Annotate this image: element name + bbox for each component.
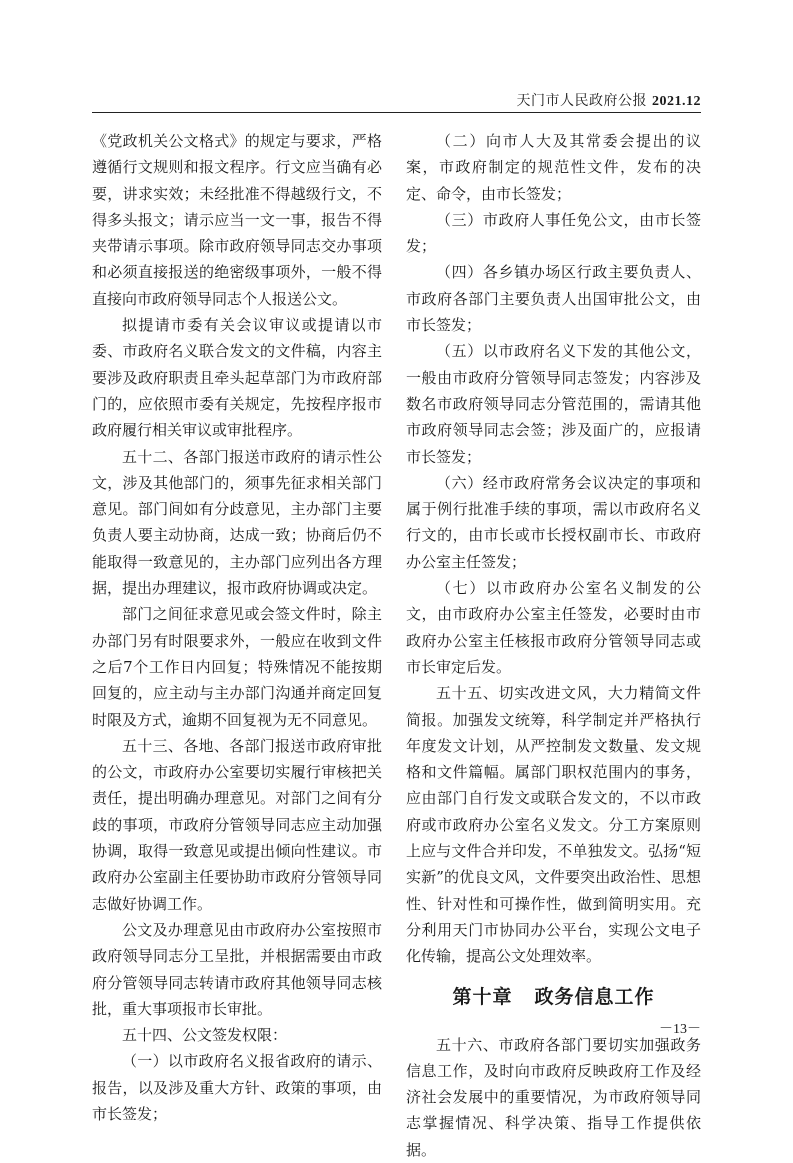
chapter-heading bbox=[406, 982, 701, 1012]
paragraph: 五十六、市政府各部门要切实加强政务信息工作，及时向市政府反映政府工作及经济社会发展中的重要情况，为市政府领导同志掌握情况、科学决策、指导工作提供依据。 bbox=[406, 1035, 701, 1159]
paragraph: （五）以市政府名义下发的其他公文，一般由市政府分管领导同志签发；内容涉及数名市政府领导同志分管范围的，需请其他市政府领导同志会签；涉及面广的，应报请市长签发； bbox=[406, 342, 701, 466]
paragraph: 《党政机关公文格式》的规定与要求，严格遵循行文规则和报文程序。行文应当确有必要，讲求实效；未经批准不得越级行文，不得多头报文；请示应当一文一事，报告不得夹带请示事项。除市政府领导同志交办事项和必须直接报送的绝密级事项外，一般不得直接向市政府领导同志个人报送公文。 bbox=[92, 132, 382, 308]
page-number: －13－ bbox=[659, 1022, 701, 1037]
running-header bbox=[92, 84, 701, 113]
left-column bbox=[92, 128, 382, 1127]
paragraph: 拟提请市委有关会议审议或提请以市委、市政府名义联合发文的文件稿，内容主要涉及政府职责且牵头起草部门为市政府部门的，应依照市委有关规定，先按程序报市政府履行相关审议或审批程序。 bbox=[92, 316, 382, 440]
paragraph: 五十三、各地、各部门报送市政府审批的公文，市政府办公室要切实履行审核把关责任，提出明确办理意见。对部门之间有分歧的事项，市政府分管领导同志应主动加强协调，取得一致意见或提出倾向性建议。市政府办公室副主任要协助市政府分管领导同志做好协调工作。 bbox=[92, 736, 382, 913]
paragraph: 五十四、公文签发权限： bbox=[122, 1026, 288, 1045]
paragraph: （一）以市政府名义报省政府的请示、报告，以及涉及重大方针、政策的事项，由市长签发； bbox=[92, 1052, 382, 1123]
chapter-number: 第十章 bbox=[452, 985, 513, 1008]
publication-name: 天门市人民政府公报 bbox=[516, 93, 648, 109]
paragraph: （七）以市政府办公室名义制发的公文，由市政府办公室主任签发，必要时由市政府办公室主任核报市政府分管领导同志或市长审定后发。 bbox=[406, 579, 701, 676]
paragraph: 部门之间征求意见或会签文件时，除主办部门另有时限要求外，一般应在收到文件之后7个工作日内回复；特殊情况不能按期回复的，应主动与主办部门沟通并商定回复时限及方式，逾期不回复视为无不同意见。 bbox=[92, 605, 382, 729]
chapter-title: 政务信息工作 bbox=[534, 985, 655, 1008]
paragraph: （六）经市政府常务会议决定的事项和属于例行批准手续的事项，需以市政府名义行文的，由市长或市长授权副市长、市政府办公室主任签发； bbox=[406, 473, 701, 571]
right-column bbox=[406, 128, 701, 1163]
paragraph: 五十二、各部门报送市政府的请示性公文，涉及其他部门的，须事先征求相关部门意见。部门间如有分歧意见，主办部门主要负责人要主动协商，达成一致；协商后仍不能取得一致意见的，主办部门应列出各方理据，提出办理建议，报市政府协调或决定。 bbox=[92, 447, 382, 598]
paragraph: （二）向市人大及其常委会提出的议案，市政府制定的规范性文件，发布的决定、命令，由市长签发； bbox=[406, 132, 701, 203]
header-title bbox=[517, 90, 701, 110]
paragraph: 五十五、切实改进文风，大力精简文件简报。加强发文统筹，科学制定并严格执行年度发文计划，从严控制发文数量、发文规格和文件篇幅。属部门职权范围内的事务，应由部门自行发文或联合发文的，不以市政府或市政府办公室名义发文。分工方案原则上应与文件合并印发，不单独发文。弘扬“短实新”的优良文风，文件要突出政治性、思想性、针对性和可操作性，做到简明实用。充分利用天门市协同办公平台，实现公文电子化传输，提高公文处理效率。 bbox=[406, 684, 701, 966]
paragraph: （三）市政府人事任免公文，由市长签发； bbox=[406, 210, 701, 256]
paragraph: （四）各乡镇办场区行政主要负责人、市政府各部门主要负责人出国审批公文，由市长签发； bbox=[406, 263, 701, 335]
paragraph: 公文及办理意见由市政府办公室按照市政府领导同志分工呈批，并根据需要由市政府分管领导同志转请市政府其他领导同志核批，重大事项报市长审批。 bbox=[92, 920, 382, 1018]
issue-number: 2021.12 bbox=[652, 94, 701, 109]
